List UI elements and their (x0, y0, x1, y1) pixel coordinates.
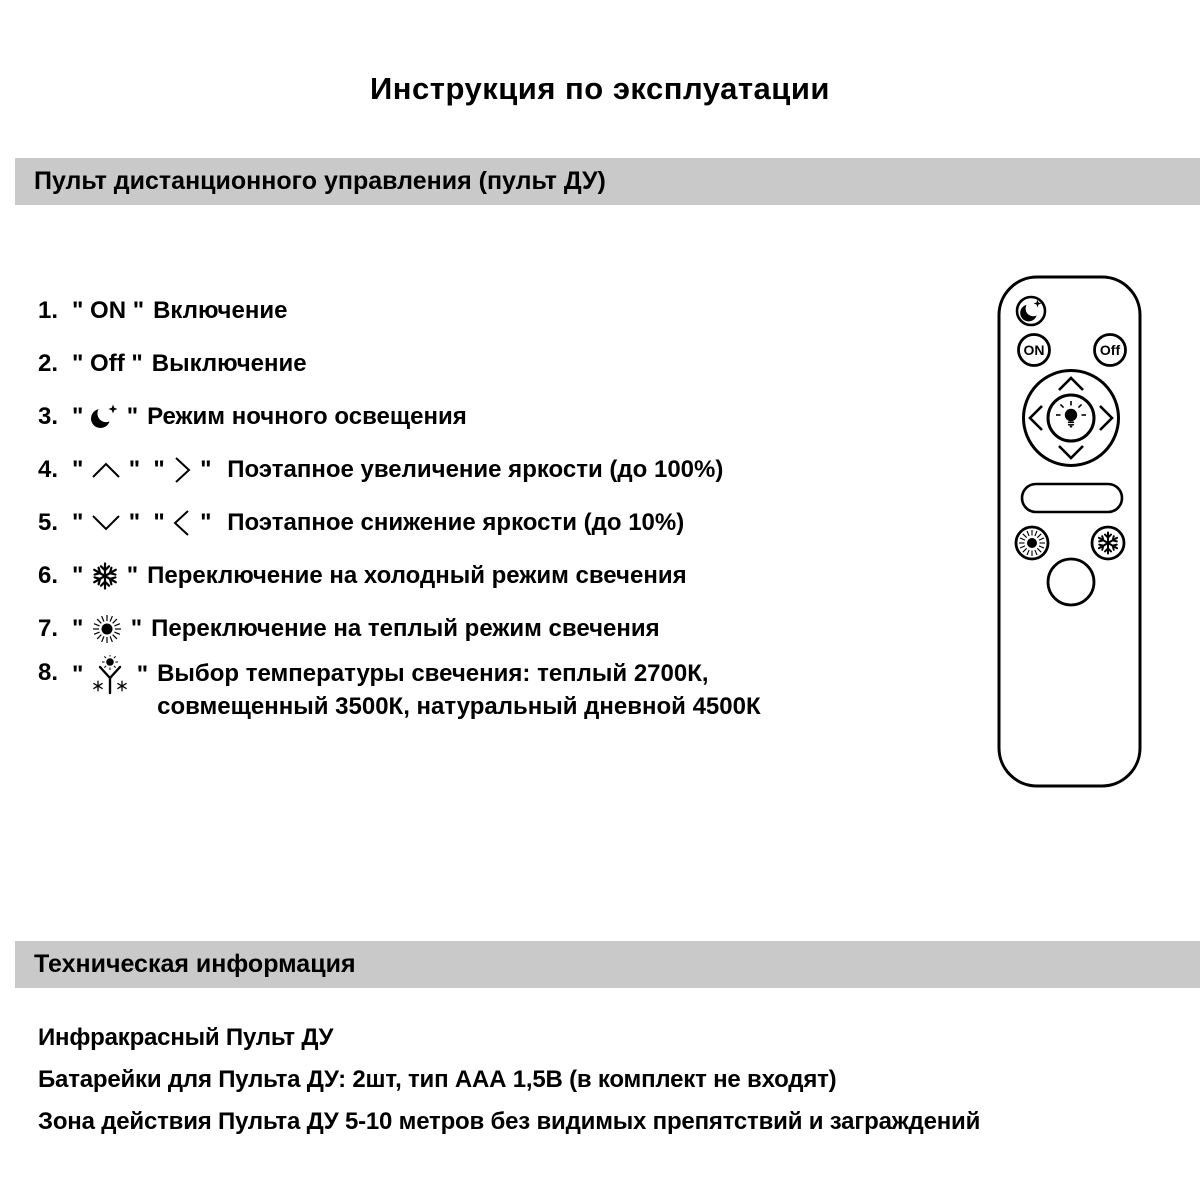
dpad-up-chevron-icon (1059, 378, 1083, 390)
item-number: 3. (38, 402, 59, 430)
dpad-down-chevron-icon (1059, 446, 1083, 458)
quote-text: " (120, 561, 139, 589)
quote-text: " (72, 561, 91, 589)
quote-text: " Off " (72, 349, 143, 377)
item-button-reference (72, 402, 138, 432)
quote-text: " " (122, 508, 172, 536)
item-description: Выключение (151, 350, 307, 377)
section-header-tech (15, 941, 1200, 988)
item-number: 8. (38, 659, 59, 686)
item-button-reference (72, 508, 218, 538)
quote-text: " (72, 508, 91, 536)
chevron-left-icon (171, 508, 193, 538)
remote-control-illustration (995, 273, 1150, 791)
tech-info-line-3: Зона действия Пульта ДУ 5-10 метров без видимых препятствий и заграждений (38, 1108, 981, 1135)
on-button (1019, 335, 1050, 366)
moon-star-icon (90, 402, 120, 432)
item-number: 2. (38, 349, 59, 377)
quote-text: " (72, 661, 91, 688)
item-button-reference (72, 655, 148, 695)
function-item-1 (38, 284, 968, 337)
night-mode-button (1017, 297, 1045, 325)
section-header-remote (15, 158, 1200, 205)
quote-text: " (130, 661, 149, 688)
quote-text: " (72, 402, 91, 430)
item-number: 5. (38, 508, 59, 536)
chevron-up-icon (90, 458, 122, 482)
tech-info-block (38, 1017, 980, 1143)
moon-star-icon (1020, 300, 1041, 322)
dpad-right-chevron-icon (1100, 406, 1112, 430)
function-item-7 (38, 602, 968, 655)
quote-text: " (124, 614, 143, 642)
snowflake-icon (90, 561, 120, 591)
item-description: Режим ночного освещения (147, 403, 467, 430)
item-description: Поэтапное снижение яркости (до 10%) (227, 509, 685, 536)
tech-info-line-1: Инфракрасный Пульт ДУ (38, 1024, 334, 1051)
function-item-3 (38, 390, 968, 443)
cold-mode-button (1092, 527, 1124, 559)
quote-text: " (193, 455, 219, 483)
round-bottom-button (1048, 559, 1094, 605)
off-button (1095, 335, 1126, 366)
item-description: Выбор температуры свечения: теплый 2700К, совмещенный 3500К, натуральный дневной 4500К (157, 660, 761, 720)
item-description: Переключение на теплый режим свечения (151, 615, 660, 642)
item-description: Переключение на холодный режим свечения (147, 562, 687, 589)
function-item-4 (38, 443, 968, 496)
item-button-reference (72, 350, 143, 378)
function-item-5 (38, 496, 968, 549)
item-button-reference (72, 455, 218, 485)
function-item-6 (38, 549, 968, 602)
remote-functions-list (38, 284, 968, 723)
quote-text: " (120, 402, 139, 430)
item-button-reference (72, 297, 144, 325)
page-title: Инструкция по эксплуатации (370, 71, 830, 106)
quote-text: " (193, 508, 219, 536)
pill-button (1022, 484, 1122, 512)
dpad-left-chevron-icon (1030, 406, 1042, 430)
section-header-remote-label: Пульт дистанционного управления (пульт ДУ) (34, 167, 606, 195)
on-button-label: ON (1023, 342, 1045, 358)
item-number: 4. (38, 455, 59, 483)
item-number: 6. (38, 561, 59, 589)
tech-info-line-2: Батарейки для Пульта ДУ: 2шт, тип ААА 1,5В (в комплект не входят) (38, 1066, 837, 1093)
item-button-reference (72, 561, 138, 591)
chevron-right-icon (171, 455, 193, 485)
sun-icon (90, 612, 124, 646)
temp-select-icon (90, 655, 130, 695)
off-button-label: Off (1099, 342, 1121, 358)
quote-text: " " (122, 455, 172, 483)
item-number: 1. (38, 296, 59, 324)
quote-text: " ON " (72, 296, 145, 324)
chevron-down-icon (90, 511, 122, 535)
quote-text: " (72, 614, 91, 642)
snowflake-icon (1097, 533, 1118, 554)
item-number: 7. (38, 614, 59, 642)
item-description: Поэтапное увеличение яркости (до 100%) (227, 456, 724, 483)
quote-text: " (72, 455, 91, 483)
function-item-8 (38, 655, 968, 723)
section-header-tech-label: Техническая информация (34, 950, 356, 978)
function-item-2 (38, 337, 968, 390)
warm-mode-button (1016, 527, 1048, 559)
brightness-dpad (1024, 371, 1119, 466)
item-button-reference (72, 612, 142, 646)
bulb-icon (1056, 401, 1086, 427)
item-description: Включение (153, 297, 288, 324)
